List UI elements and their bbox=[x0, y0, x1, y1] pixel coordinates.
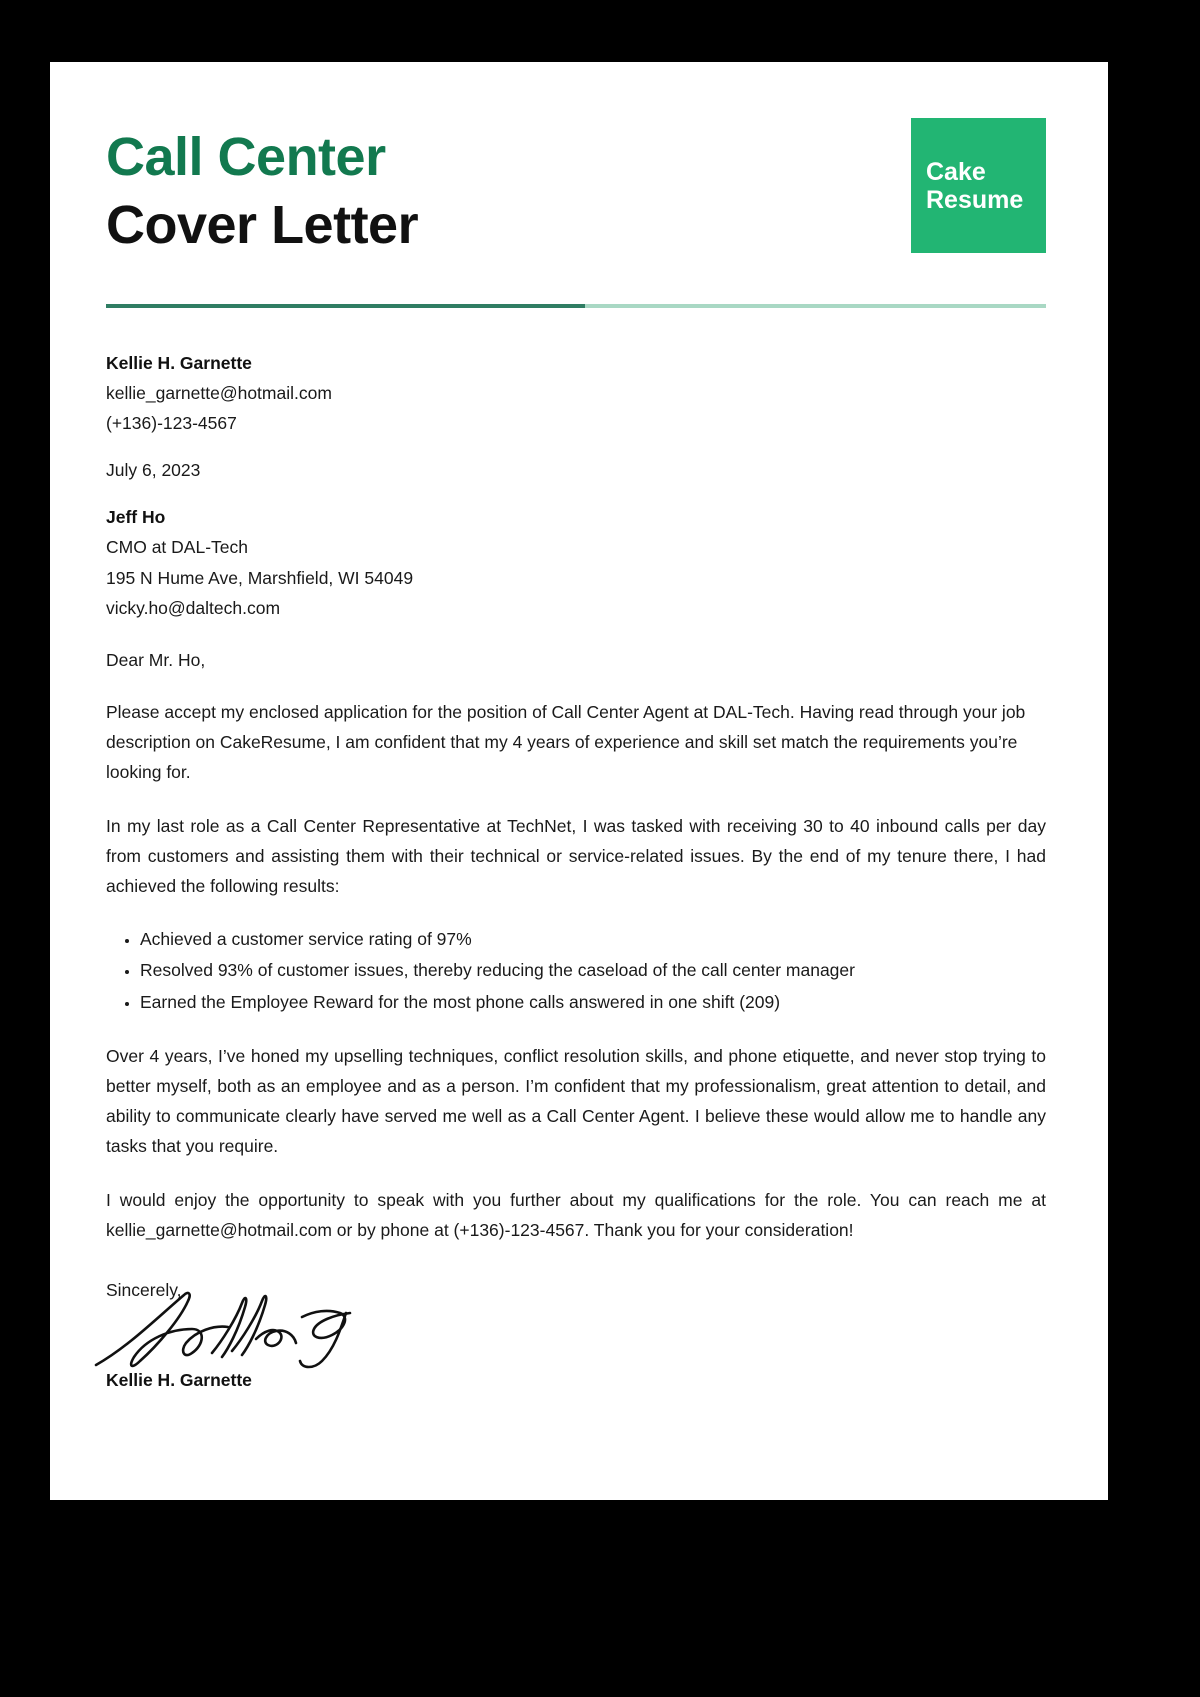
recipient-email: vicky.ho@daltech.com bbox=[106, 597, 281, 618]
list-item: • Resolved 93% of customer issues, thereby reducing the caseload of the call center manager bbox=[140, 956, 1046, 985]
title-line-one: Call Center bbox=[106, 127, 386, 187]
sender-phone: (+136)-123-4567 bbox=[106, 413, 237, 434]
sender-name: Kellie H. Garnette bbox=[106, 353, 252, 373]
salutation: Dear Mr. Ho, bbox=[106, 649, 206, 670]
paragraph-skills: Over 4 years, I’ve honed my upselling techniques, conflict resolution skills, and phone etiquette, and never stop trying to better myself, both as an employee and as a person. I’m confident that my professionalism, great attention to detail, and ability to communicate clearly have served me well as a Call Center Agent. I believe these would allow me to handle any tasks that you require. bbox=[106, 1045, 1046, 1156]
divider bbox=[106, 304, 1046, 308]
title-line-two: Cover Letter bbox=[106, 194, 419, 255]
recipient-block bbox=[106, 502, 1046, 622]
sender-email: kellie_garnette@hotmail.com bbox=[106, 383, 332, 404]
signature-name: Kellie H. Garnette bbox=[106, 1370, 252, 1391]
spacer bbox=[106, 485, 1046, 502]
recipient-name: Jeff Ho bbox=[106, 507, 166, 528]
divider-dark-segment bbox=[106, 304, 585, 308]
letter-header bbox=[106, 118, 1046, 259]
closing-salutation: Sincerely, bbox=[106, 1280, 182, 1301]
achievement-list bbox=[106, 925, 1046, 1016]
letter-body bbox=[106, 348, 1046, 1395]
list-item: • Earned the Employee Reward for the most phone calls answered in one shift (209) bbox=[140, 988, 1046, 1017]
letter-date: July 6, 2023 bbox=[106, 460, 201, 481]
paragraph-closing-request: I would enjoy the opportunity to speak with you further about my qualifications for the role. You can reach me at kellie_garnette@hotmail.com or by phone at (+136)-123-4567. Thank you for your consideration! bbox=[106, 1189, 1046, 1241]
spacer bbox=[106, 623, 1046, 645]
sender-block bbox=[106, 348, 1046, 438]
spacer bbox=[106, 438, 1046, 455]
list-item: • Achieved a customer service rating of 97% bbox=[140, 925, 1046, 954]
logo-line-two: Resume bbox=[926, 185, 1024, 214]
recipient-address: 195 N Hume Ave, Marshfield, WI 54049 bbox=[106, 567, 414, 588]
recipient-title: CMO at DAL-Tech bbox=[106, 537, 248, 558]
signature-image bbox=[106, 1293, 1046, 1367]
paragraph-intro: Please accept my enclosed application for the position of Call Center Agent at DAL-Tech. Having read through your job description on CakeResume, I am confident that my 4 years of experience and skill set match the requirements you’re looking for. bbox=[106, 701, 1026, 783]
cakeresume-logo bbox=[911, 118, 1046, 253]
page-title bbox=[106, 118, 418, 259]
divider-light-segment bbox=[585, 304, 1046, 308]
logo-line-one: Cake bbox=[926, 157, 986, 186]
paragraph-experience: In my last role as a Call Center Representative at TechNet, I was tasked with receiving 30 to 40 inbound calls per day from customers and assisting them with their technical or service-related issues. By the end of my tenure there, I had achieved the following results: bbox=[106, 816, 1046, 897]
spacer bbox=[106, 675, 1046, 697]
cover-letter-page bbox=[50, 62, 1108, 1500]
